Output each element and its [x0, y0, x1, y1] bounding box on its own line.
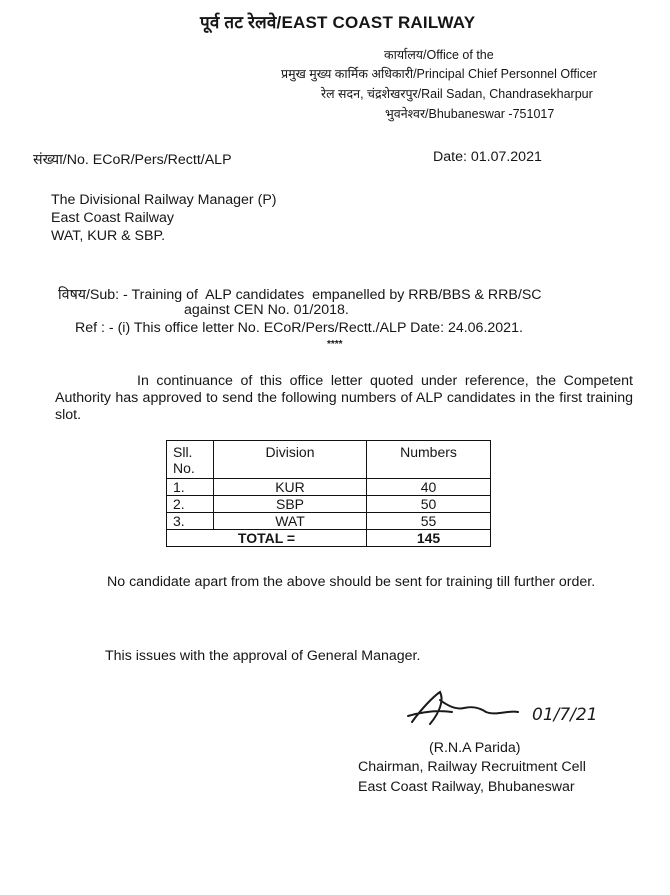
paragraph-restriction-text: No candidate apart from the above should be sent for training till further order.	[107, 574, 596, 590]
signatory-name: (R.N.A Parida)	[429, 740, 521, 756]
addressee-line-2: East Coast Railway	[51, 210, 175, 226]
subject-continuation: against CEN No. 01/2018.	[184, 302, 349, 318]
signature-scribble	[400, 686, 640, 736]
cell-numbers: 50	[367, 496, 491, 513]
total-label: TOTAL =	[167, 530, 367, 547]
reference-line: Ref : - (i) This office letter No. ECoR/Pers/Rectt./ALP Date: 24.06.2021.	[75, 320, 523, 336]
reference-number: संख्या/No. ECoR/Pers/Rectt/ALP	[33, 152, 232, 168]
cell-division: SBP	[214, 496, 367, 513]
subject-line: विषय/Sub: - Training of ALP candidates empanelled by RRB/BBS & RRB/SC	[58, 287, 542, 303]
cell-sl: 3.	[167, 513, 214, 530]
letter-date: Date: 01.07.2021	[433, 149, 542, 165]
office-line-1: कार्यालय/Office of the	[384, 48, 494, 62]
cell-sl: 1.	[167, 479, 214, 496]
col-header-division: Division	[214, 441, 367, 479]
signatory-designation: Chairman, Railway Recruitment Cell	[358, 759, 586, 775]
total-value: 145	[367, 530, 491, 547]
office-line-2: प्रमुख मुख्य कार्मिक अधिकारी/Principal Chief Personnel Officer	[281, 67, 597, 81]
paragraph-continuance-text: In continuance of this office letter quoted under reference, the Competent Authority has approved to send the following numbers of ALP candidates in the first training slot.	[55, 373, 633, 423]
office-line-3: रेल सदन, चंद्रशेखरपुर/Rail Sadan, Chandrasekharpur	[321, 87, 593, 101]
table-row	[167, 479, 491, 496]
cell-division: WAT	[214, 513, 367, 530]
addressee-line-1: The Divisional Railway Manager (P)	[51, 192, 277, 208]
letterhead-title: पूर्व तट रेलवे/EAST COAST RAILWAY	[200, 13, 476, 32]
cell-numbers: 55	[367, 513, 491, 530]
addressee-line-3: WAT, KUR & SBP.	[51, 228, 166, 244]
table-row	[167, 496, 491, 513]
office-line-4: भुवनेश्वर/Bhubaneswar -751017	[385, 107, 555, 121]
cell-sl: 2.	[167, 496, 214, 513]
table-total-row	[167, 530, 491, 547]
col-header-numbers: Numbers	[367, 441, 491, 479]
separator-stars: ****	[327, 339, 343, 350]
allocation-table	[166, 440, 491, 547]
handwritten-date: 01/7/21	[532, 705, 598, 725]
paragraph-approval: This issues with the approval of General Manager.	[105, 648, 421, 664]
paragraph-continuance	[55, 373, 633, 424]
paragraph-restriction	[55, 572, 633, 593]
signatory-organisation: East Coast Railway, Bhubaneswar	[358, 779, 575, 795]
cell-division: KUR	[214, 479, 367, 496]
col-header-sl-no: Sll. No.	[167, 441, 214, 479]
table-header-row	[167, 441, 491, 479]
cell-numbers: 40	[367, 479, 491, 496]
table-row	[167, 513, 491, 530]
